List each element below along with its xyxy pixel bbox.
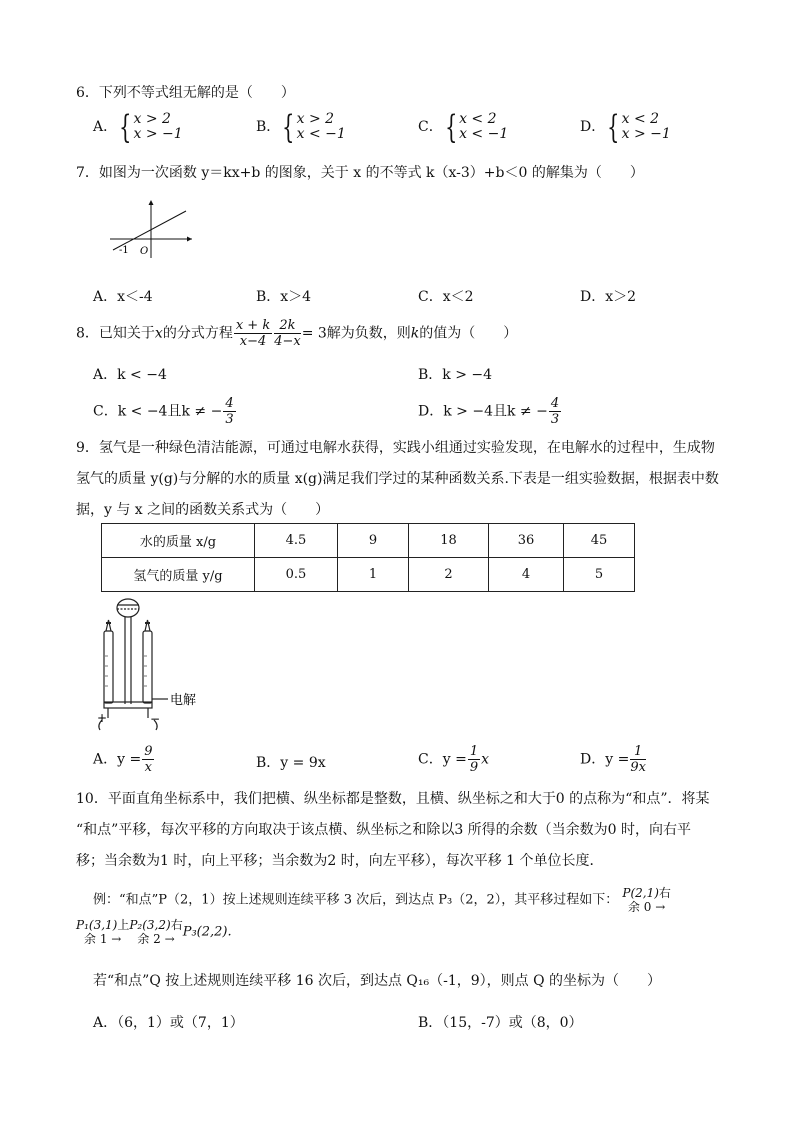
q9-line-3: 据，y 与 x 之间的函数关系式为（ ） [76,502,330,518]
table-cell: 5 [564,558,635,592]
q8-c-num: 4 [225,396,234,411]
q9-option-c[interactable] [418,744,489,775]
q7-linear-graph [108,198,194,262]
q8-option-b[interactable]: B．k > −4 [418,367,493,383]
q10-option-b[interactable]: B．（15，-7）或（8，0） [418,1015,583,1031]
q10-line-1: 10．平面直角坐标系中，我们把横、纵坐标都是整数，且横、纵坐标之和大于0 的点称为“和点”．将某 [76,791,710,807]
q10-ex-p: P(2,1) [622,886,659,900]
q10-ex-up: 上 [117,918,130,932]
q9-option-d[interactable] [580,744,647,775]
left-tube [104,631,113,703]
q8-option-d-text: D．k > −4且k ≠ − [418,403,548,420]
q9-line-1: 9．氢气是一种绿色清洁能源，可通过电解水获得，实践小组通过实验发现，在电解水的过程中，生成物 [76,440,715,456]
q9-line-2: 氢气的质量 y(g)与分解的水的质量 x(g)满足我们学过的某种函数关系.下表是一组实验数据，根据表中数 [76,471,719,487]
q8-fraction-1 [234,318,272,349]
q8-option-c[interactable] [93,396,237,427]
q9-option-c-fraction [468,744,480,775]
table-cell: 9 [338,524,409,558]
arrow-icon: → [111,932,122,946]
q8-c-den: 3 [225,412,234,427]
q6-a-bottom: x > −1 [133,126,183,142]
right-tube [143,631,152,703]
q8-stem-pre: 8．已知关于 [76,325,155,342]
q6-c-top: x < 2 [459,111,497,127]
q10-ex-rem0: 余 0 [627,900,652,914]
q9-c-num: 1 [469,744,479,759]
q9-c-den: 9 [469,760,479,775]
q8-option-c-fraction [223,396,235,427]
brace-icon: { [119,108,132,146]
q6-option-c[interactable] [418,108,509,146]
arrow-icon: → [164,932,175,946]
q8-option-d[interactable] [418,396,562,427]
table-row-label: 水的质量 x/g [102,524,255,558]
q8-d-den: 3 [550,412,560,427]
q8-stem-eq: = 3解为负数，则 [301,325,411,342]
graph-label-neg-one: -1 [119,245,129,256]
q10-step-0 [622,886,671,914]
q10-ex-right2: 右 [170,918,183,932]
q7-option-b[interactable]: B．x＞4 [256,289,312,305]
table-row-label: 氢气的质量 y/g [102,558,255,592]
table-cell: 18 [409,524,489,558]
graph-label-origin: O [140,246,149,257]
q10-ex-rem1: 余 1 [84,932,108,946]
q8-fraction-2 [274,318,301,349]
electrolysis-apparatus-figure [88,596,208,748]
q8-var-x: x [154,325,163,342]
q10-ex-right1: 右 [658,886,671,900]
q6-c-bottom: x < −1 [459,126,509,142]
electrolysis-label: 电解 [170,693,197,708]
q10-line-3: 移；当余数为1 时，向上平移；当余数为2 时，向左平移），每次平移 1 个单位长度． [76,853,604,869]
q9-option-c-text: C．y = [418,751,467,768]
q9-option-d-fraction [630,744,646,775]
q6-option-b[interactable] [256,108,346,146]
brace-icon: { [444,108,458,146]
table-cell: 1 [338,558,409,592]
table-row [102,558,635,592]
q9-a-den: x [144,760,153,775]
q10-step-1 [76,918,129,946]
table-cell: 0.5 [255,558,338,592]
q7-option-c[interactable]: C．x＜2 [418,289,474,305]
q9-data-table [101,523,635,592]
q10-ex-p2: P₂(3,2) [129,918,171,932]
q8-frac2-num: 2k [274,318,301,334]
q6-option-a-letter: A． [93,119,118,135]
q6-option-b-letter: B． [256,119,281,135]
table-cell: 4.5 [255,524,338,558]
q7-option-a[interactable]: A．x＜-4 [93,289,153,305]
q8-d-num: 4 [550,396,560,411]
q6-d-top: x < 2 [621,111,660,127]
q10-example-text: 例：“和点”P（2，1）按上述规则连续平移 3 次后，到达点 P₃（2，2），其平移过程如下： [93,892,619,908]
q9-option-b[interactable]: B．y = 9x [256,755,326,771]
table-cell: 2 [409,558,489,592]
q8-stem-post: 的值为（ ） [419,325,518,342]
q10-ex-p3: P₃(2,2). [182,924,232,940]
plus-terminal-label: + [97,711,108,725]
q6-option-a[interactable] [93,108,183,146]
q6-option-c-letter: C． [418,119,443,135]
q7-stem: 7．如图为一次函数 y＝kx+b 的图象，关于 x 的不等式 k（x-3）+b＜0 的解集为（ ） [76,165,644,181]
reservoir-bulb [117,599,139,617]
q9-option-a-fraction [142,744,154,775]
q8-frac1-num: x + k [235,318,271,333]
table-cell: 36 [489,524,564,558]
q8-frac1-den: x−4 [239,334,267,349]
table-row [102,524,635,558]
q8-option-c-text: C．k < −4且k ≠ − [93,403,223,420]
q8-frac2-den: 4−x [274,334,301,349]
q10-question: 若“和点”Q 按上述规则连续平移 16 次后，到达点 Q₁₆（-1，9），则点 Q 的坐标为（ ） [93,973,662,989]
q9-d-num: 1 [630,744,646,760]
q9-option-a-text: A．y = [93,751,142,768]
q9-d-den: 9x [630,760,646,775]
minus-terminal-label: − [150,712,161,726]
q6-b-top: x > 2 [296,111,335,127]
q6-a-top: x > 2 [133,111,171,127]
y-axis-arrow-icon [149,200,154,205]
q8-option-d-fraction [549,396,561,427]
q7-option-d[interactable]: D．x＞2 [580,289,637,305]
q10-ex-rem2: 余 2 [137,932,161,946]
q9-option-c-var: x [481,751,489,768]
q6-b-bottom: x < −1 [296,126,346,142]
q6-option-d[interactable] [580,108,671,146]
brace-icon: { [607,108,620,146]
q10-example-path [76,918,232,946]
arrow-icon: → [655,900,666,914]
q8-var-k: k [410,325,420,342]
q6-option-d-letter: D． [580,119,606,135]
q10-line-2: “和点”平移，每次平移的方向取决于该点横、纵坐标之和除以3 所得的余数（当余数为0 时，向右平 [76,822,692,838]
q9-option-d-text: D．y = [580,751,630,768]
q10-step-2 [129,918,182,946]
q10-ex-p1: P₁(3,1) [76,918,118,932]
q8-stem-mid: 的分式方程 [162,325,233,342]
q9-a-num: 9 [144,744,153,759]
x-axis-arrow-icon [187,237,192,242]
q10-option-a[interactable]: A．（6，1）或（7，1） [93,1015,244,1031]
q9-option-a[interactable] [93,744,155,775]
q10-example-line [93,886,671,914]
q8-option-a[interactable]: A．k < −4 [93,367,167,383]
brace-icon: { [282,108,295,146]
q6-d-bottom: x > −1 [621,126,671,142]
q6-stem: 6．下列不等式组无解的是（ ） [76,85,295,101]
q8-stem [76,318,517,349]
table-cell: 45 [564,524,635,558]
table-cell: 4 [489,558,564,592]
